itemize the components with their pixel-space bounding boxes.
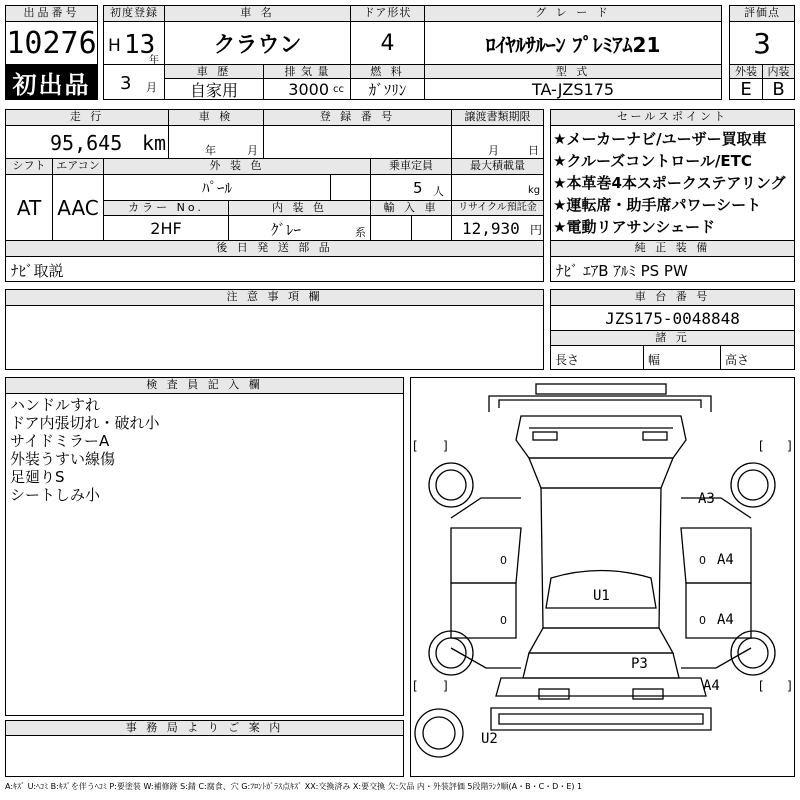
zero-mark: 0 [500,554,507,567]
svg-text:[: [ [413,679,418,693]
mileage-value: 95,645 [50,131,123,155]
max-load-unit: kg [528,185,541,196]
era: H [108,36,121,56]
sales-point: ★本革巻4本スポークステアリング [553,174,786,192]
damage-mark-u2: U2 [481,731,498,747]
notes-area [5,305,544,370]
inspection-label: 車 検 [168,109,264,126]
dimensions-label: 諸 元 [550,330,795,346]
width-cell [643,345,721,370]
mileage [5,125,169,159]
svg-text:]: ] [787,679,792,693]
inspector-note: サイドミラーA [10,432,110,450]
displacement-label: 排 気 量 [263,64,351,79]
score-label: 評価点 [729,5,795,22]
sales-point: ★クルーズコントロール/ETC [553,152,752,170]
door-type-label: ドア形状 [350,5,425,22]
transfer-deadline [451,125,544,159]
month-unit: 月 [146,81,157,94]
front-bumper-shape [536,384,666,394]
office-label: 事 務 局 よ り ご 案 内 [5,720,404,736]
windshield-shape [529,458,673,488]
trunk-shape [523,653,679,678]
genuine-equipment [550,256,795,282]
recycle-unit: 円 [530,223,543,237]
interior-color-label: 内 装 色 [228,200,371,216]
length-cell [550,345,644,370]
reg-month: 3 [120,73,132,94]
car-name-label: 車 名 [164,5,351,22]
lot-number: 10276 [5,21,98,65]
left-rear-door [451,583,516,638]
later-parts-value: ﾅﾋﾞ取説 [11,262,64,280]
spare-wheel [415,709,463,757]
inspection-expiry [168,125,264,159]
front-bumper-outline [489,396,711,412]
plate-label: 登 録 番 号 [263,109,452,126]
width-label: 幅 [648,353,661,367]
roof-shape [541,488,661,628]
inspection-year-unit: 年 [205,144,216,157]
year-unit: 年 [149,55,159,66]
aircon-label: エアコン [52,158,104,175]
grade-label: グ レ ー ド [424,5,722,22]
score: 3 [729,21,795,65]
sales-points-label: セールスポイント [550,109,795,126]
legend: A:ｷｽﾞ U:ﾍｺﾐ B:ｷｽﾞを伴うﾍｺﾐ P:要塗装 W:補修跡 S:錆 C:腐食、穴 G:ﾌﾛﾝﾄｶﾞﾗｽ点ｷｽﾞ XX:交換済み X:要交換 欠:欠品 内・外装評価 5段階ﾗﾝｸ順(A・B・C・D・E) 1 [5,782,583,791]
chassis-number: JZS175-0048848 [550,305,795,331]
later-parts-label: 後 日 発 送 部 品 [5,240,544,257]
right-rear-door [686,583,751,638]
fuel: ｶﾞｿﾘﾝ [350,78,425,100]
rear-bumper-outline [491,708,711,730]
svg-text:]: ] [443,679,448,693]
capacity-unit: 人 [433,185,444,198]
sales-point: ★電動リアサンシェード [553,218,716,236]
color-number-label: カラー No. [103,200,229,216]
transfer-day-unit: 日 [528,144,539,157]
inspector-note: 外装うすい線傷 [10,450,116,468]
shift: AT [5,174,53,241]
model-code: TA-JZS175 [424,78,722,100]
zero-mark: 0 [699,554,706,567]
plate-number [263,125,452,159]
recycle-fee [451,215,544,241]
shift-label: シフト [5,158,53,175]
damage-mark-u1: U1 [593,588,610,604]
length-label: 長さ [555,353,580,367]
exterior-grade: E [729,78,763,100]
displacement-unit: cc [333,83,344,95]
hood-shape [516,416,686,458]
first-registration-label: 初度登録 [103,5,165,22]
svg-text:[: [ [759,439,764,453]
inspector-note: 足廻りS [10,468,65,486]
zero-mark: 0 [500,614,507,627]
recycle-label: リサイクル預託金 [451,200,544,216]
max-load [451,174,544,201]
right-front-door [681,528,751,583]
sales-point: ★メーカーナビ/ユーザー買取車 [553,130,767,148]
genuine-equipment-value: ﾅﾋﾞ ｴｱB ｱﾙﾐ PS PW [556,262,688,280]
height-cell [720,345,795,370]
inspector-note: シートしみ小 [10,486,101,504]
car-name: クラウン [164,21,351,65]
sales-points [550,125,795,241]
rear-window-shape [529,628,673,653]
exterior-color: ﾊﾟｰﾙ [103,174,331,201]
exterior-color-extra [330,174,371,201]
interior-color-unit: 系 [355,226,366,239]
damage-mark-a4-right-rear: A4 [717,612,734,628]
notes-label: 注 意 事 項 欄 [5,289,544,306]
fuel-label: 燃 料 [350,64,425,79]
aircon: AAC [52,174,104,241]
svg-text:[: [ [413,439,418,453]
left-front-door [451,528,521,583]
sales-point: ★運転席・助手席パワーシート [553,196,762,214]
svg-text:]: ] [787,439,792,453]
height-label: 高さ [725,353,750,367]
recycle-value: 12,930 [462,219,520,238]
grade: ﾛｲﾔﾙｻﾙｰﾝ ﾌﾟﾚﾐｱﾑ21 [424,21,722,65]
rear-bumper-shape [496,678,706,696]
max-load-label: 最大積載量 [451,158,544,175]
history: 自家用 [164,78,264,100]
interior-color [228,215,371,241]
transfer-month-unit: 月 [488,144,499,157]
car-diagram-svg [411,378,794,776]
import-cell-1 [370,215,412,241]
damage-mark-a4-right-front: A4 [717,552,734,568]
first-listing-badge: 初出品 [5,64,98,100]
reg-year: 13 [124,30,156,60]
displacement [263,78,351,100]
capacity-label: 乗車定員 [370,158,452,175]
first-registration-month [103,64,165,100]
damage-mark-a3: A3 [698,491,715,507]
color-number: 2HF [103,215,229,241]
inspection-month-unit: 月 [247,144,258,157]
svg-text:]: ] [443,439,448,453]
office-area [5,735,404,777]
car-damage-diagram [410,377,795,777]
inspector-note: ドア内張切れ・破れ小 [10,414,160,432]
zero-mark: 0 [699,614,706,627]
import-cell-2 [411,215,452,241]
svg-text:[: [ [759,679,764,693]
history-label: 車 歴 [164,64,264,79]
capacity-value: 5 [413,179,423,197]
lot-number-label: 出品番号 [5,5,98,22]
mileage-unit: km [142,131,167,155]
inspector-note: ハンドルすれ [10,396,101,414]
interior-label: 内装 [762,64,795,79]
chassis-label: 車 台 番 号 [550,289,795,306]
genuine-equipment-label: 純 正 装 備 [550,240,795,257]
capacity [370,174,452,201]
transfer-deadline-label: 譲渡書類期限 [451,109,544,126]
damage-mark-a4-rear: A4 [703,678,720,694]
inspector-notes [5,393,404,716]
later-parts [5,256,544,282]
model-label: 型 式 [424,64,722,79]
first-registration-year [103,21,165,65]
import-label: 輸 入 車 [370,200,452,216]
interior-color-value: ｸﾞﾚｰ [271,221,302,239]
mileage-label: 走 行 [5,109,169,126]
exterior-color-label: 外 装 色 [103,158,371,175]
inspector-label: 検 査 員 記 入 欄 [5,377,404,394]
damage-mark-p3: P3 [631,656,648,672]
interior-grade: B [762,78,795,100]
exterior-label: 外装 [729,64,763,79]
door-count: 4 [350,21,425,65]
displacement-value: 3000 [288,79,329,99]
